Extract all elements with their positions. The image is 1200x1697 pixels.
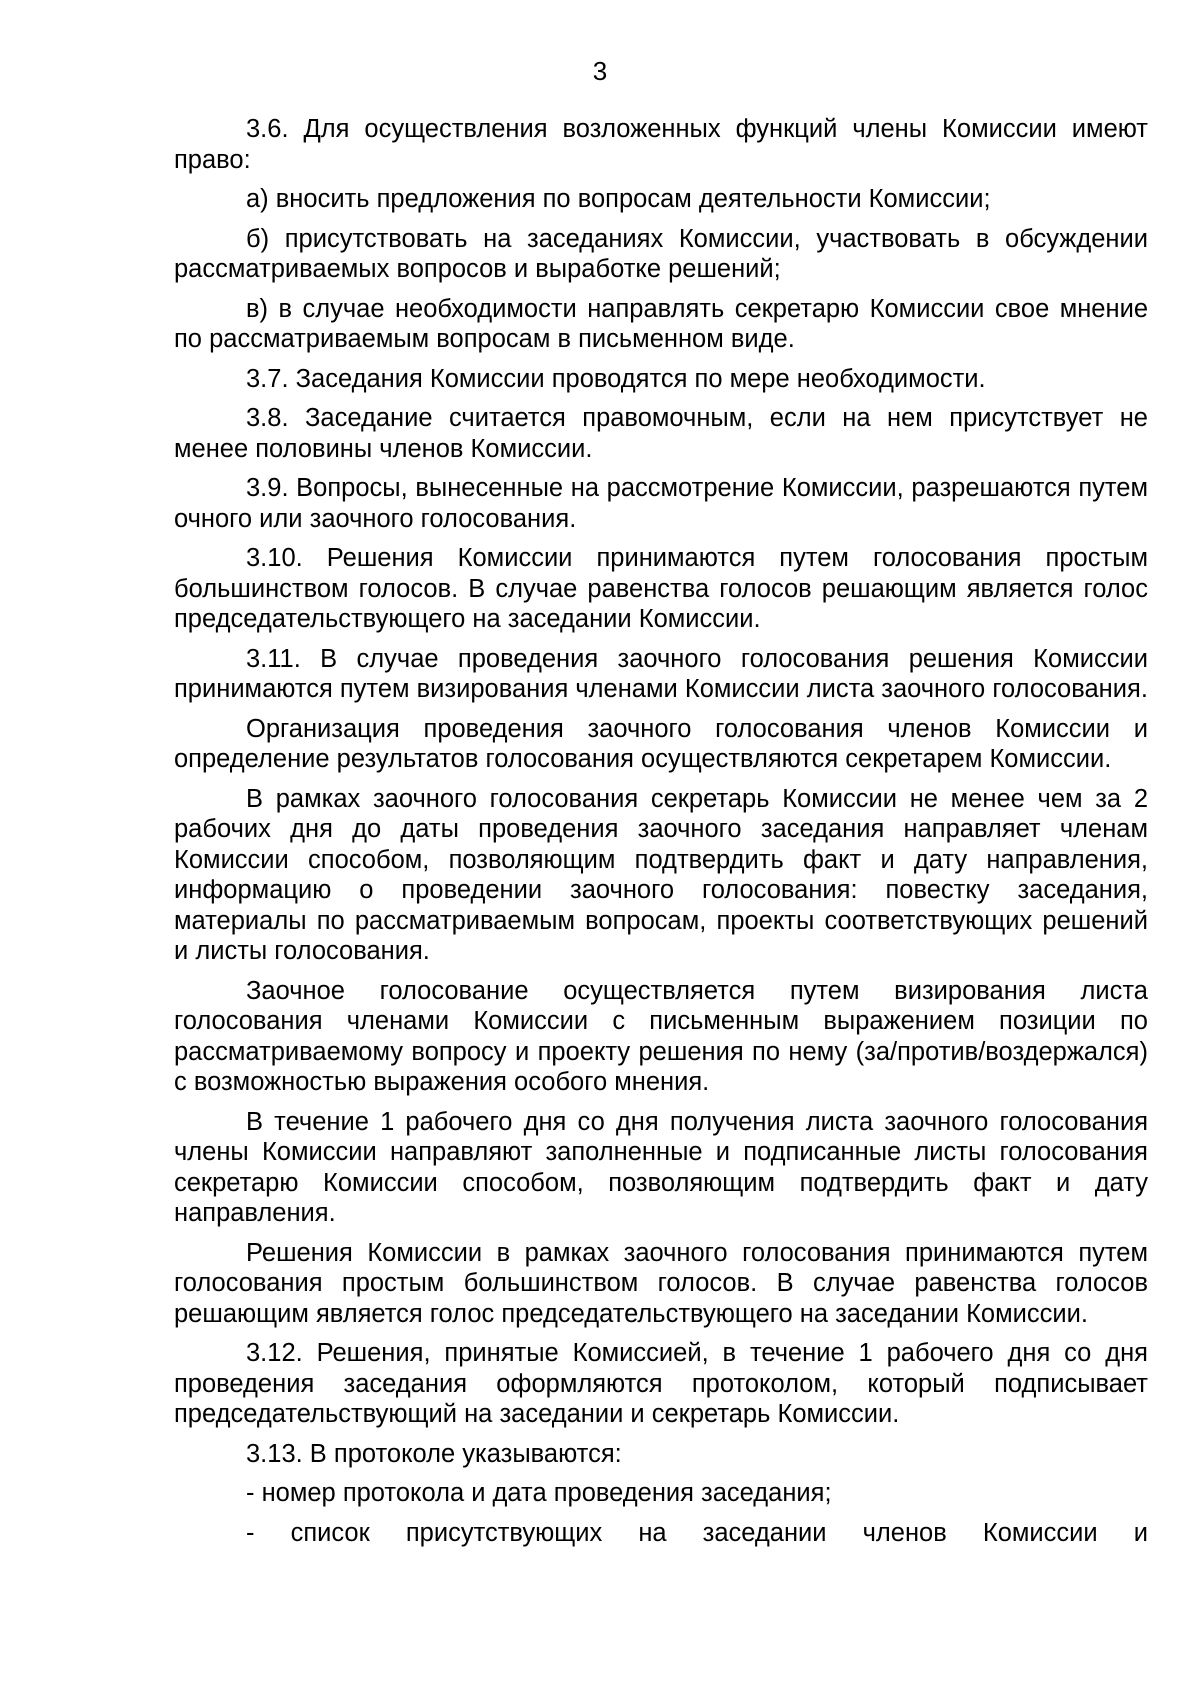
paragraph-organization: Организация проведения заочного голосования членов Комиссии и определение результатов голосования осуществляются секретарем Комиссии.: [174, 714, 1148, 773]
paragraph-absentee-voting: Заочное голосование осуществляется путем визирования листа голосования членами Комиссии с письменным выражением позиции по рассматриваемому вопросу и проекту решения по нему (за/против/воздержался) с возможностью выражения особого мнения.: [174, 976, 1148, 1096]
list-item-b: б) присутствовать на заседаниях Комиссии, участвовать в обсуждении рассматриваемых вопросов и выработке решений;: [174, 224, 1148, 283]
paragraph-3-12: 3.12. Решения, принятые Комиссией, в течение 1 рабочего дня со дня проведения заседания оформляются протоколом, который подписывает председательствующий на заседании и секретарь Комиссии.: [174, 1339, 1148, 1428]
paragraph-3-10: 3.10. Решения Комиссии принимаются путем голосования простым большинством голосов. В случае равенства голосов решающим является голос председательствующего на заседании Комиссии.: [174, 544, 1148, 633]
paragraph-absentee-notice: В рамках заочного голосования секретарь Комиссии не менее чем за 2 рабочих дня до даты проведения заочного заседания направляет членам Комиссии способом, позволяющим подтвердить факт и дату направления, информацию о проведении заочного голосования: повестку заседания, материалы по рассматриваемым вопросам, проекты соответствующих решений и листы голосования.: [174, 784, 1148, 965]
page-number: 3: [592, 56, 608, 86]
list-item-v: в) в случае необходимости направлять секретарю Комиссии свое мнение по рассматриваемым вопросам в письменном виде.: [174, 294, 1148, 353]
paragraph-absentee-decisions: Решения Комиссии в рамках заочного голосования принимаются путем голосования простым большинством голосов. В случае равенства голосов решающим является голос председательствующего на заседании Комиссии.: [174, 1238, 1148, 1328]
list-item-protocol-number: - номер протокола и дата проведения заседания;: [246, 1479, 832, 1507]
paragraph-3-13: 3.13. В протоколе указываются:: [246, 1439, 622, 1468]
paragraph-3-9: 3.9. Вопросы, вынесенные на рассмотрение Комиссии, разрешаются путем очного или заочного голосования.: [174, 474, 1148, 533]
paragraph-3-11: 3.11. В случае проведения заочного голосования решения Комиссии принимаются путем визирования членами Комиссии листа заочного голосования.: [174, 644, 1148, 703]
list-item-a: а) вносить предложения по вопросам деятельности Комиссии;: [246, 185, 991, 213]
paragraph-3-7: 3.7. Заседания Комиссии проводятся по мере необходимости.: [246, 364, 986, 393]
paragraph-return-ballots: В течение 1 рабочего дня со дня получения листа заочного голосования члены Комиссии направляют заполненные и подписанные листы голосования секретарю Комиссии способом, позволяющим подтвердить факт и дату направления.: [174, 1107, 1148, 1227]
list-item-attendees: - список присутствующих на заседании членов Комиссии и: [246, 1518, 1148, 1547]
paragraph-3-8: 3.8. Заседание считается правомочным, если на нем присутствует не менее половины членов Комиссии.: [174, 404, 1148, 463]
paragraph-3-6: 3.6. Для осуществления возложенных функций члены Комиссии имеют право:: [174, 115, 1148, 174]
document-body: [174, 114, 1148, 1557]
